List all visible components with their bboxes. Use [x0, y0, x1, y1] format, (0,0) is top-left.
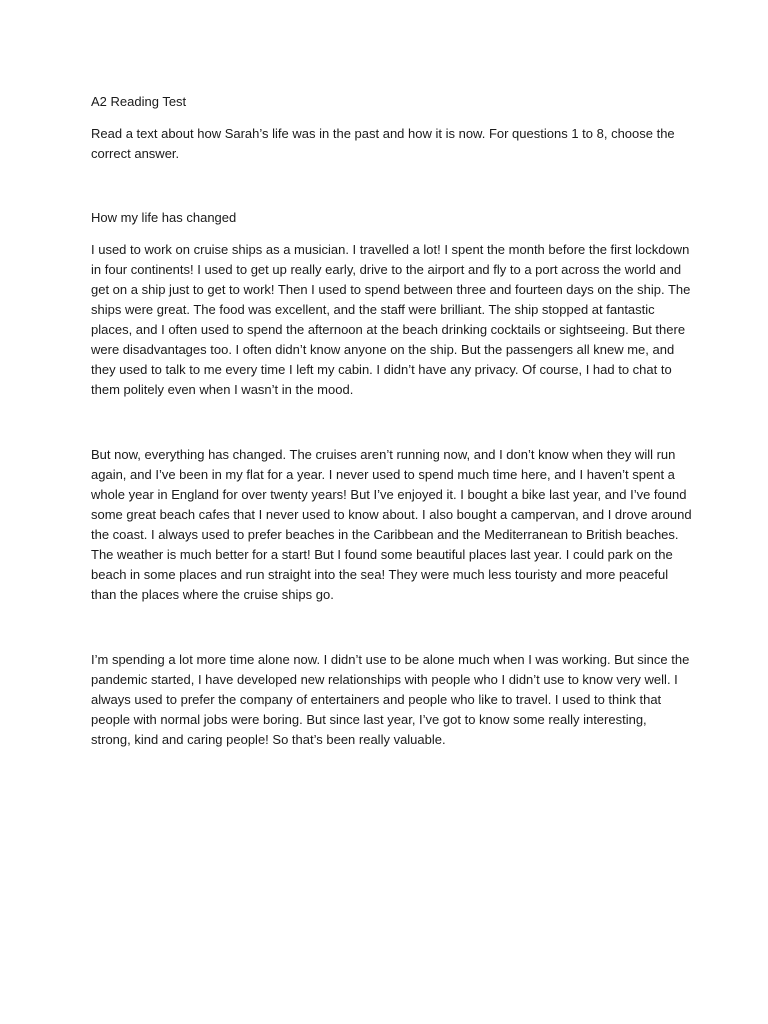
paragraph-line: places, and I often used to spend the afternoon at the beach drinking cocktails or sightseeing. But there	[91, 322, 686, 337]
paragraph-line: some great beach cafes that I never used to know about. I also bought a campervan, and I drove around	[91, 507, 692, 522]
paragraph-line: in four continents! I used to get up really early, drive to the airport and fly to a port across the world and	[91, 262, 682, 277]
paragraph-line: strong, kind and caring people! So that’s been really valuable.	[91, 732, 446, 747]
paragraph-line: were disadvantages too. I often didn’t know anyone on the ship. But the passengers all knew me, and	[91, 342, 675, 357]
paragraph-line: people with normal jobs were boring. But since last year, I’ve got to know some really interesting,	[91, 712, 647, 727]
title-line: A2 Reading Test	[91, 94, 187, 109]
paragraph-line: I used to work on cruise ships as a musician. I travelled a lot! I spent the month before the first lockdown	[91, 242, 690, 257]
paragraph-3	[91, 650, 690, 750]
paragraph-line: ships were great. The food was excellent, and the staff were brilliant. The ship stopped at fantastic	[91, 302, 655, 317]
test-title	[91, 92, 681, 112]
paragraph-line: The weather is much better for a start! But I found some beautiful places last year. I could park on the	[91, 547, 673, 562]
paragraph-line: than the places where the cruise ships go.	[91, 587, 334, 602]
instruction-line: correct answer.	[91, 146, 180, 161]
paragraph-line: always used to prefer the company of entertainers and people who like to travel. I used to think that	[91, 692, 662, 707]
text-heading-line: How my life has changed	[91, 210, 237, 225]
paragraph-line: them politely even when I wasn’t in the mood.	[91, 382, 354, 397]
paragraph-line: get on a ship just to get to work! Then I used to spend between three and fourteen days on the ship. The	[91, 282, 691, 297]
paragraph-line: the coast. I always used to prefer beaches in the Caribbean and the Mediterranean to British beaches.	[91, 527, 679, 542]
paragraph-line: they used to talk to me every time I left my cabin. I didn’t have any privacy. Of course, I had to chat to	[91, 362, 672, 377]
instructions	[91, 124, 681, 164]
paragraph-line: pandemic started, I have developed new relationships with people who I didn’t use to know very well. I	[91, 672, 678, 687]
paragraph-line: But now, everything has changed. The cruises aren’t running now, and I don’t know when they will run	[91, 447, 676, 462]
text-heading	[91, 208, 681, 228]
paragraph-line: again, and I’ve been in my flat for a year. I never used to spend much time here, and I haven’t spent a	[91, 467, 675, 482]
instruction-line: Read a text about how Sarah’s life was in the past and how it is now. For questions 1 to 8, choose the	[91, 126, 675, 141]
paragraph-line: beach in some places and run straight into the sea! They were much less touristy and more peaceful	[91, 567, 669, 582]
paragraph-line: I’m spending a lot more time alone now. I didn’t use to be alone much when I was working. But since the	[91, 652, 690, 667]
paragraph-line: whole year in England for over twenty years! But I’ve enjoyed it. I bought a bike last year, and I’ve found	[91, 487, 687, 502]
document-body	[91, 92, 692, 795]
paragraph-1	[91, 240, 691, 400]
paragraph-2	[91, 445, 692, 605]
